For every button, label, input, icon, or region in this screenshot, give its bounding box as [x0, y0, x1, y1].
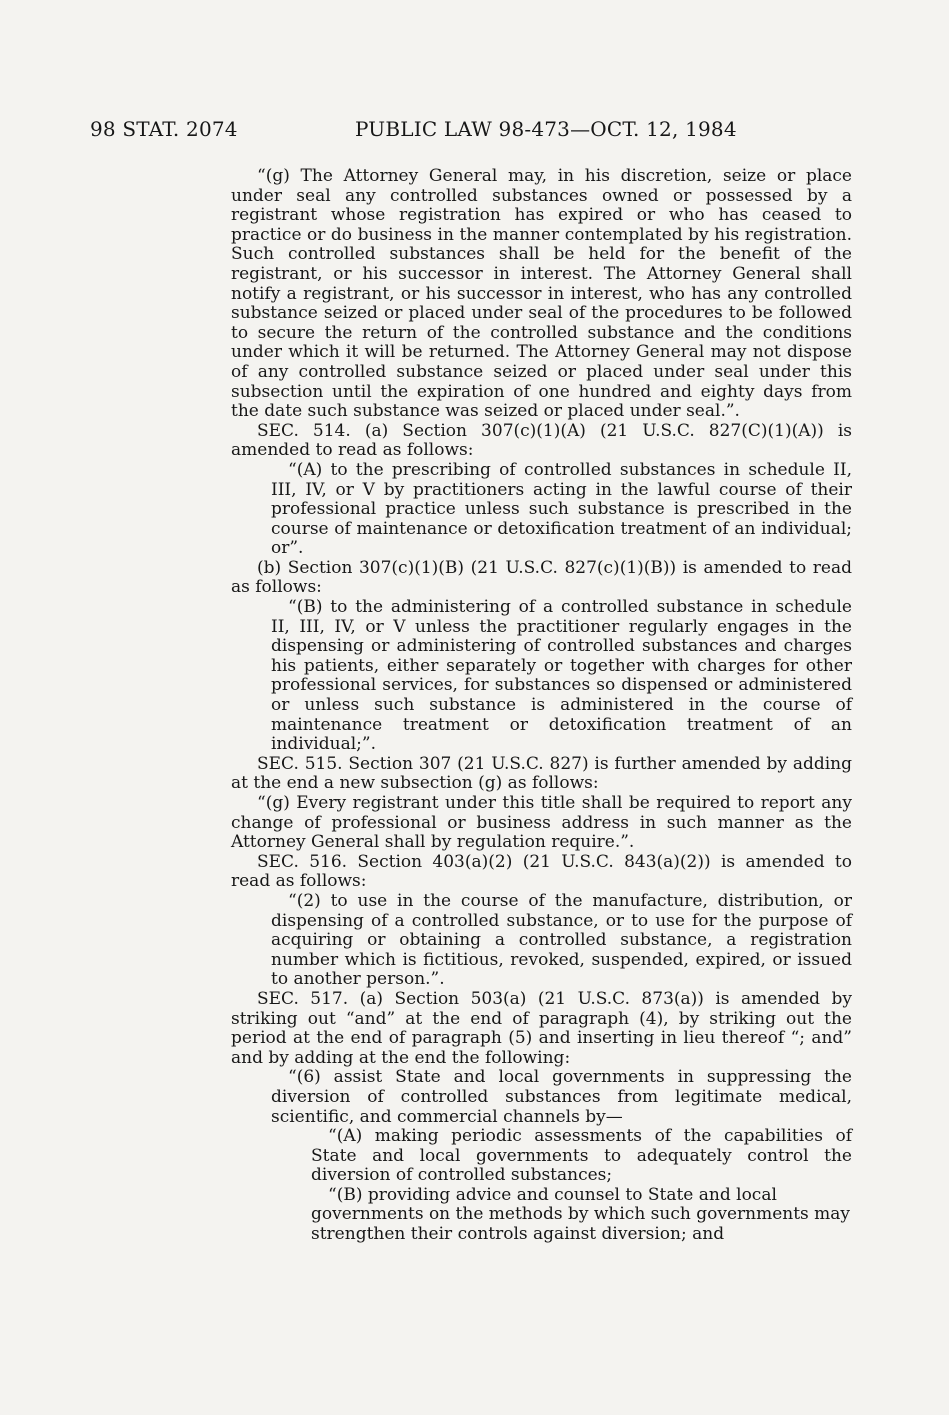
document-body [231, 167, 852, 1245]
paragraph-sec-517: SEC. 517. (a) Section 503(a) (21 U.S.C. 873(a)) is amended by striking out “and” at the end of paragraph (4), by striking out the period at the end of paragraph (5) and inserting in lieu thereof “; and” and by adding at the end the following: [231, 988, 852, 1068]
paragraph-subsection-g: “(g) The Attorney General may, in his discretion, seize or place under seal any controlled substances owned or possessed by a registrant whose registration has expired or who has ceased to practice or do business in the manner contemplated by his registration. Such controlled substances shall be held for the benefit of the registrant, or his successor in interest. The Attorney General shall notify a registrant, or his successor in interest, who has any controlled substance seized or placed under seal of the procedures to be followed to secure the return of the controlled substance and the conditions under which it will be returned. The Attorney General may not dispose of any controlled substance seized or placed under seal under this subsection until the expiration of one hundred and eighty days from the date such substance was seized or placed under seal.”. [231, 166, 852, 422]
paragraph-sec-516: SEC. 516. Section 403(a)(2) (21 U.S.C. 843(a)(2)) is amended to read as follows: [231, 851, 852, 892]
public-law-heading: PUBLIC LAW 98-473—OCT. 12, 1984 [355, 117, 737, 141]
paragraph-sec-514a: SEC. 514. (a) Section 307(c)(1)(A) (21 U.S.C. 827(C)(1)(A)) is amended to read as follows: [231, 420, 852, 461]
paragraph-clause-6a: “(A) making periodic assessments of the capabilities of State and local governments to adequately control the diversion of controlled substances; [311, 1126, 852, 1186]
paragraph-clause-b: “(B) to the administering of a controlled substance in schedule II, III, IV, or V unless the practitioner regularly engages in the dispensing or administering of controlled substances and charges his patients, either separately or together with charges for other professional services, for substances so dispensed or administered or unless such substance is administered in the course of maintenance treatment or detoxification treatment of an individual;”. [271, 597, 852, 755]
paragraph-sec-515: SEC. 515. Section 307 (21 U.S.C. 827) is further amended by adding at the end a new subsection (g) as follows: [231, 753, 852, 794]
paragraph-clause-6b: “(B) providing advice and counsel to State and local governments on the methods by which such governments may strengthen their controls against diversion; and [311, 1184, 851, 1245]
paragraph-clause-2: “(2) to use in the course of the manufacture, distribution, or dispensing of a controlled substance, or to use for the purpose of acquiring or obtaining a controlled substance, a registration number which is fictitious, revoked, suspended, expired, or issued to another person.”. [271, 890, 852, 990]
paragraph-sec-514b: (b) Section 307(c)(1)(B) (21 U.S.C. 827(c)(1)(B)) is amended to read as follows: [231, 557, 852, 598]
paragraph-clause-a: “(A) to the prescribing of controlled substances in schedule II, III, IV, or V by practitioners acting in the lawful course of their professional practice unless such substance is prescribed in the course of maintenance or detoxification treatment of an individual; or”. [271, 459, 852, 559]
statute-page-reference: 98 STAT. 2074 [90, 117, 238, 141]
paragraph-sec-515-g: “(g) Every registrant under this title shall be required to report any change of professional or business address in such manner as the Attorney General shall by regulation require.”. [231, 793, 852, 853]
paragraph-clause-6: “(6) assist State and local governments in suppressing the diversion of controlled substances from legitimate medical, scientific, and commercial channels by— [271, 1067, 852, 1127]
